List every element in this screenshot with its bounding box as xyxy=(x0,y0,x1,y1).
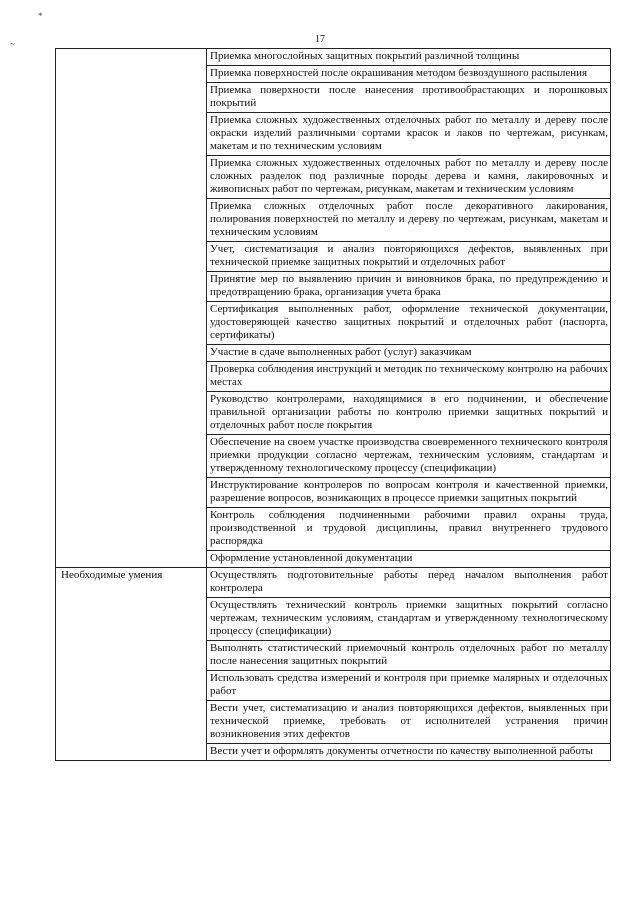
section-label: Необходимые умения xyxy=(56,568,207,761)
requirement-text: Осуществлять технический контроль приемки защитных покрытий согласно чертежам, техническим условиям, стандартам и утвержденному технологическому процессу (спецификации) xyxy=(207,598,611,641)
requirement-text: Приемка многослойных защитных покрытий различной толщины xyxy=(207,49,611,66)
requirement-text: Приемка поверхности после нанесения противообрастающих и порошковых покрытий xyxy=(207,83,611,113)
qualification-table xyxy=(55,48,611,761)
requirement-text: Приемка поверхностей после окрашивания методом безвоздушного распыления xyxy=(207,66,611,83)
requirement-text: Руководство контролерами, находящимися в его подчинении, и обеспечение правильной организации работы по контролю приемки защитных покрытий и отделочных работ после покрытия xyxy=(207,392,611,435)
requirement-text: Выполнять статистический приемочный контроль отделочных работ по металлу после нанесения защитных покрытий xyxy=(207,641,611,671)
requirement-text: Обеспечение на своем участке производства своевременного технического контроля приемки продукции согласно чертежам, техническим условиям, стандартам и утвержденному технологическому процессу (спецификации) xyxy=(207,435,611,478)
table-body xyxy=(56,49,611,761)
page-number: 17 xyxy=(315,34,325,45)
requirement-text: Сертификация выполненных работ, оформление технической документации, удостоверяющей качество защитных покрытий и отделочных работ (паспорта, сертификаты) xyxy=(207,302,611,345)
requirement-text: Принятие мер по выявлению причин и виновников брака, по предупреждению и предотвращению брака, организация учета брака xyxy=(207,272,611,302)
requirement-text: Проверка соблюдения инструкций и методик по техническому контролю на рабочих местах xyxy=(207,362,611,392)
requirement-text: Приемка сложных художественных отделочных работ по металлу и дереву после сложных разделок под различные породы дерева и камня, лакировочных и живописных работ по чертежам, рисункам, макетам и техническим условиям xyxy=(207,156,611,199)
requirement-text: Вести учет и оформлять документы отчетности по качеству выполненной работы xyxy=(207,744,611,761)
scan-mark-top: * xyxy=(38,11,43,21)
requirement-text: Использовать средства измерений и контроля при приемке малярных и отделочных работ xyxy=(207,671,611,701)
requirement-text: Вести учет, систематизацию и анализ повторяющихся дефектов, выявленных при технической приемке, требовать от исполнителей устранения причин возникновения этих дефектов xyxy=(207,701,611,744)
requirement-text: Контроль соблюдения подчиненными рабочими правил охраны труда, производственной и трудовой дисциплины, правил внутреннего трудового распорядка xyxy=(207,508,611,551)
table-row xyxy=(56,49,611,66)
requirement-text: Оформление установленной документации xyxy=(207,551,611,568)
requirement-text: Инструктирование контролеров по вопросам контроля и качественной приемки, разрешение вопросов, возникающих в процессе приемки защитных покрытий xyxy=(207,478,611,508)
table-row xyxy=(56,568,611,598)
requirement-text: Приемка сложных художественных отделочных работ по металлу и дереву после окраски изделий различными сортами красок и лаков по чертежам, рисункам, макетам и по техническим условиям xyxy=(207,113,611,156)
requirement-text: Участие в сдаче выполненных работ (услуг) заказчикам xyxy=(207,345,611,362)
scan-mark-left: ~ xyxy=(10,39,15,49)
requirement-text: Приемка сложных отделочных работ после декоративного лакирования, полирования поверхностей по металлу и дереву по чертежам, рисункам, макетам и техническим условиям xyxy=(207,199,611,242)
section-label xyxy=(56,49,207,568)
requirement-text: Учет, систематизация и анализ повторяющихся дефектов, выявленных при технической приемке защитных покрытий и отделочных работ xyxy=(207,242,611,272)
requirement-text: Осуществлять подготовительные работы перед началом выполнения работ контролера xyxy=(207,568,611,598)
